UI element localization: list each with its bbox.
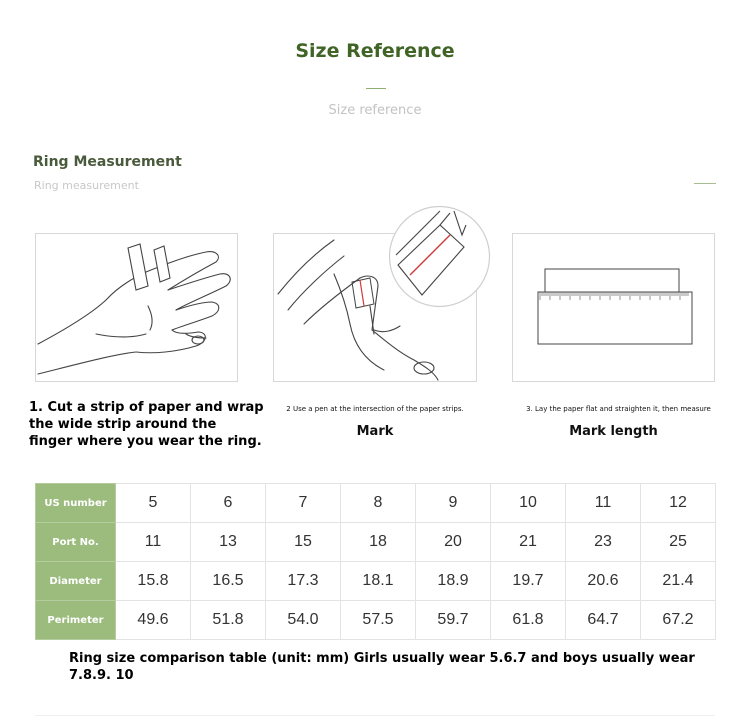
table-cell: 15.8 <box>116 562 191 601</box>
table-row <box>36 562 716 601</box>
table-cell: 8 <box>341 484 416 523</box>
step-2-text: 2 Use a pen at the intersection of the paper strips. <box>286 405 464 413</box>
table-cell: 21 <box>491 523 566 562</box>
table-cell: 61.8 <box>491 601 566 640</box>
size-note: Ring size comparison table (unit: mm) Girls usually wear 5.6.7 and boys usually wear 7.8.9. 10 <box>69 651 695 683</box>
hand-wrap-drawing <box>36 234 237 381</box>
table-row <box>36 601 716 640</box>
table-cell: 7 <box>266 484 341 523</box>
step-3-text: 3. Lay the paper flat and straighten it, then measure <box>526 405 711 413</box>
table-cell: 5 <box>116 484 191 523</box>
table-cell: 18.1 <box>341 562 416 601</box>
step-3-label: Mark length <box>569 424 658 439</box>
table-cell: 15 <box>266 523 341 562</box>
magnified-mark-drawing <box>388 205 491 308</box>
table-row <box>36 484 716 523</box>
table-cell: 19.7 <box>491 562 566 601</box>
bottom-divider <box>35 715 715 716</box>
section-title: Ring Measurement <box>33 154 182 170</box>
page-subtitle: Size reference <box>328 103 422 118</box>
page-title: Size Reference <box>295 40 455 62</box>
table-row <box>36 523 716 562</box>
title-divider <box>366 88 386 89</box>
step-2-label: Mark <box>356 424 394 439</box>
table-cell: 64.7 <box>566 601 641 640</box>
table-cell: 21.4 <box>641 562 716 601</box>
table-cell: 25 <box>641 523 716 562</box>
table-cell: 12 <box>641 484 716 523</box>
table-cell: 9 <box>416 484 491 523</box>
table-cell: 20 <box>416 523 491 562</box>
table-cell: 6 <box>191 484 266 523</box>
table-cell: 11 <box>566 484 641 523</box>
step-1-illustration <box>35 233 238 382</box>
section-subtitle: Ring measurement <box>34 179 139 192</box>
table-cell: 18.9 <box>416 562 491 601</box>
row-header: Diameter <box>36 562 116 601</box>
table-cell: 20.6 <box>566 562 641 601</box>
section-divider <box>694 183 716 184</box>
table-cell: 16.5 <box>191 562 266 601</box>
step-1-text: 1. Cut a strip of paper and wrap the wide strip around the finger where you wear the ring. <box>29 400 264 449</box>
table-cell: 54.0 <box>266 601 341 640</box>
table-cell: 10 <box>491 484 566 523</box>
step-3-illustration <box>512 233 715 382</box>
ruler-drawing <box>513 234 714 381</box>
table-cell: 59.7 <box>416 601 491 640</box>
table-cell: 51.8 <box>191 601 266 640</box>
row-header: US number <box>36 484 116 523</box>
table-cell: 13 <box>191 523 266 562</box>
ring-size-table <box>35 483 716 640</box>
row-header: Perimeter <box>36 601 116 640</box>
table-cell: 23 <box>566 523 641 562</box>
table-cell: 18 <box>341 523 416 562</box>
table-cell: 49.6 <box>116 601 191 640</box>
table-cell: 57.5 <box>341 601 416 640</box>
row-header: Port No. <box>36 523 116 562</box>
table-cell: 67.2 <box>641 601 716 640</box>
table-cell: 17.3 <box>266 562 341 601</box>
magnifier-detail <box>388 205 491 308</box>
table-cell: 11 <box>116 523 191 562</box>
